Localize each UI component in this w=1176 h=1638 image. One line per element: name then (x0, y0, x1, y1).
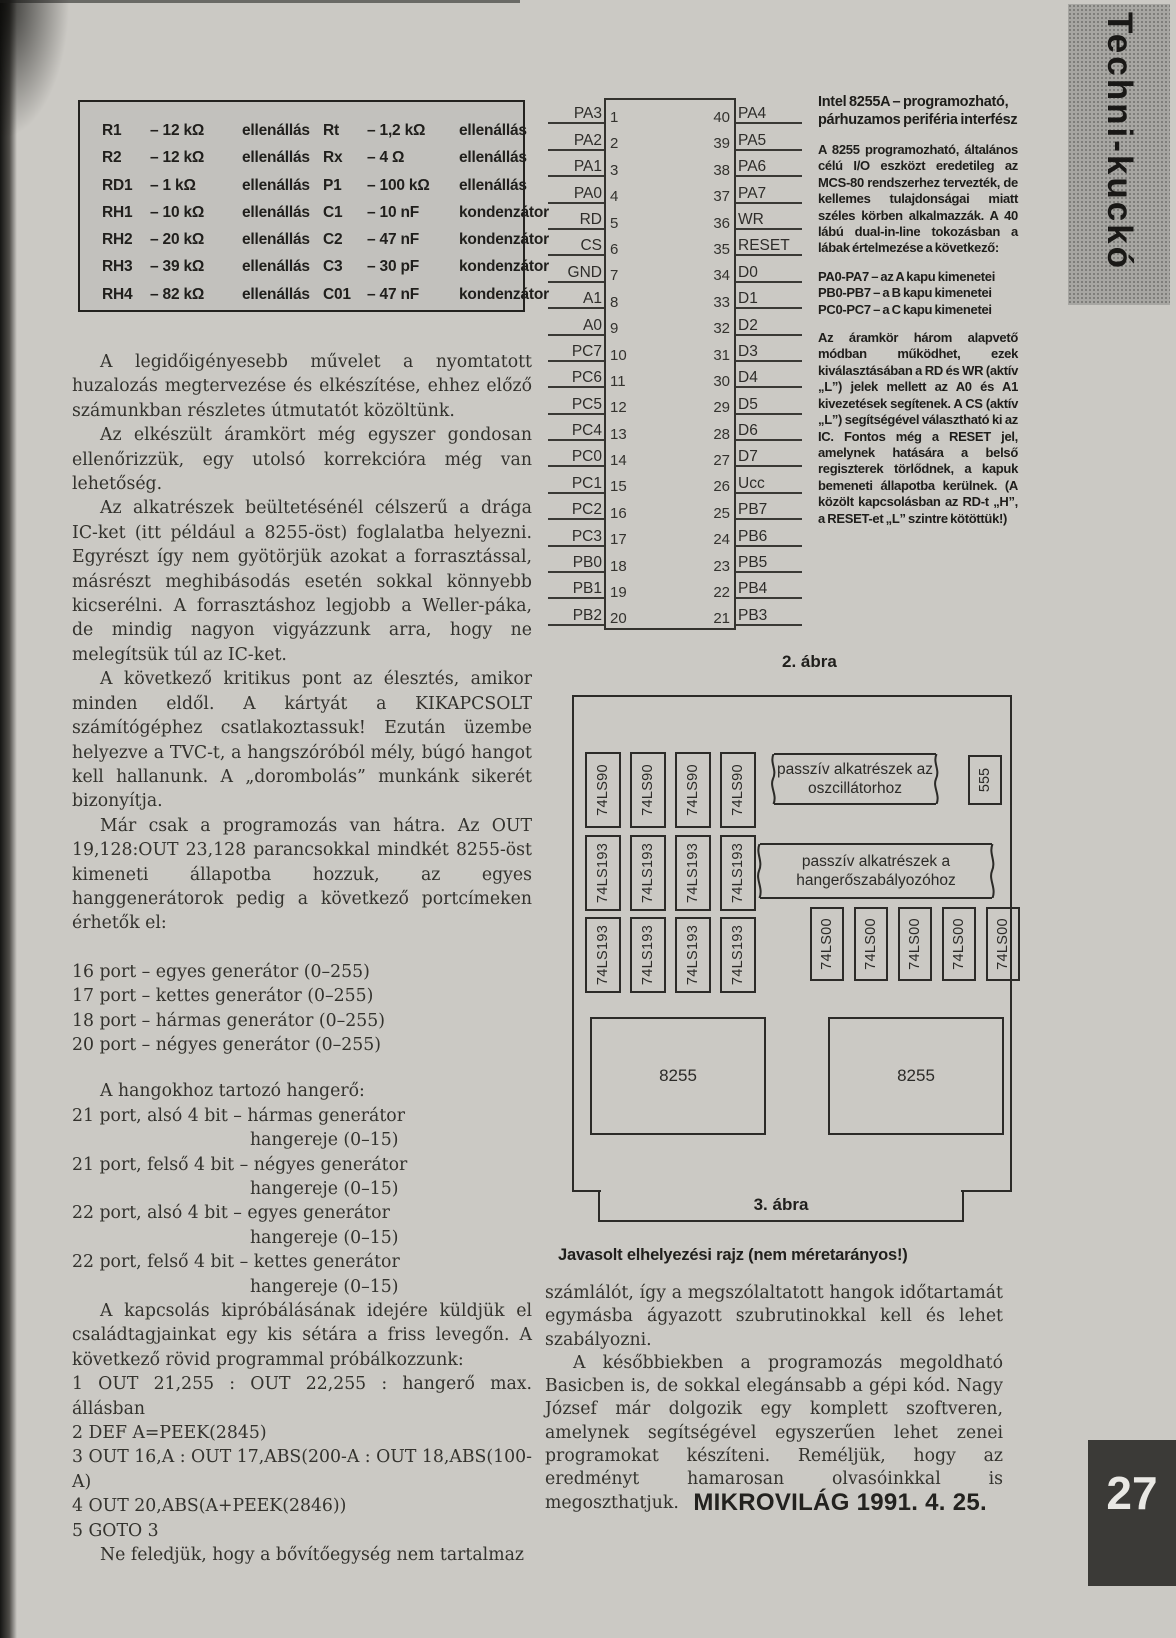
component-name: R1 (102, 122, 122, 139)
figure2-caption: 2. ábra (782, 652, 837, 671)
component-value: – 1,2 kΩ (367, 122, 426, 139)
pin-number: 20 (610, 610, 627, 628)
component-value: – 10 nF (367, 203, 420, 221)
component-kind: ellenállás (459, 122, 527, 139)
pin-number: 18 (610, 557, 627, 575)
pin-row (548, 204, 604, 230)
pin-row (736, 177, 802, 203)
article-left-column (72, 350, 532, 1568)
pin-number: 14 (610, 452, 627, 470)
pin-label: PC4 (548, 422, 604, 441)
pin-row (736, 573, 802, 599)
pin-number: 17 (610, 531, 627, 549)
basic-program-listing (72, 1372, 532, 1543)
pin-row (736, 599, 802, 625)
pin-number: 24 (713, 531, 730, 549)
chip-74ls193 (720, 835, 756, 911)
article-paragraph: Ne feledjük, hogy a bővítőegység nem tartalmaz (100, 1545, 524, 1566)
component-row (323, 253, 549, 280)
outro-column (545, 1282, 1003, 1515)
volume-item-line2: hangereje (0–15) (250, 1130, 399, 1151)
footer-credit: MIKROVILÁG 1991. 4. 25. (693, 1489, 987, 1516)
port-address-list (72, 960, 532, 1058)
pin-label: PC5 (548, 396, 604, 415)
pin-row (548, 520, 604, 546)
chip-555 (968, 755, 1002, 805)
article-paragraph: A kapcsolás kipróbálásának idejére küldjük el családtagjainkat egy kis sétára a friss levegőn. A következő rövid programmal próbálkozzunk: (72, 1301, 532, 1370)
pin-label: PC1 (548, 475, 604, 494)
port-address-line: 20 port – négyes generátor (0–255) (72, 1034, 381, 1055)
component-value: – 4 Ω (367, 149, 405, 167)
chip-74ls90 (630, 752, 666, 828)
chip-74ls00 (898, 907, 932, 981)
chip-74ls00 (942, 907, 976, 981)
article-paragraph: Az alkatrészek beültetésénél célszerű a drága IC-ket (itt például a 8255-öst) foglalatba helyezni. Egyrészt így nem gyötörjük azokat a forrasztással, másrészt meghibásodás esetén sokkal könnyebb kicserélni. A forrasztáshoz legjobb a Weller-páka, de mindig nagyon vigyázzunk arra, hogy ne melegítsük túl az IC-ket. (72, 498, 532, 665)
component-kind: ellenállás (242, 122, 310, 139)
pin-number: 8 (610, 293, 619, 311)
scan-corner-shadow (0, 0, 70, 140)
pin-number: 9 (610, 320, 619, 338)
pin-numbers-left (610, 109, 640, 637)
component-name: Rx (323, 149, 343, 167)
chip-74ls193 (630, 917, 666, 993)
pin-number: 19 (610, 584, 627, 602)
intel-port-line: PA0-PA7 – az A kapu kimenetei (818, 268, 996, 284)
pin-number: 29 (713, 399, 730, 417)
chip-label: 74LS90 (730, 764, 747, 816)
component-kind: ellenállás (242, 176, 310, 194)
volume-item-line1: 21 port, alsó 4 bit – hármas generátor (72, 1105, 405, 1126)
outro-paragraph: A későbbiekben a programozás megoldható Basicben is, de sokkal elegánsabb a gépi kód. Nagy József már dolgozik egy komplett szoftveren, amelynek segítségével egyszerűen lehet zenei programokat készíteni. Reméljük, hogy az eredményt hamarosan olvasóinkkal is megoszthatjuk. (545, 1352, 1003, 1513)
pin-label: D0 (736, 264, 802, 283)
pin-numbers-right (672, 109, 730, 637)
pin-number: 23 (713, 557, 730, 575)
pin-row (548, 441, 604, 467)
component-value: – 39 kΩ (150, 258, 205, 276)
component-row (323, 281, 549, 308)
component-value: – 47 nF (367, 285, 420, 303)
component-name: C3 (323, 258, 343, 276)
pin-number: 13 (610, 425, 627, 443)
port-address-line: 17 port – kettes generátor (0–255) (72, 986, 374, 1007)
chip-74ls193 (585, 835, 621, 911)
component-row (323, 117, 527, 144)
pin-number: 35 (713, 240, 730, 258)
chip-label: 8255 (897, 1066, 935, 1085)
chip-label: 74LS90 (685, 764, 702, 816)
pin-number: 34 (713, 267, 730, 285)
wavy-edge-icon (769, 754, 778, 804)
pin-number: 4 (610, 188, 619, 206)
pin-row (736, 520, 802, 546)
component-value: – 10 kΩ (150, 203, 205, 221)
pin-label: RESET (736, 237, 802, 256)
article-paragraph: Az elkészült áramkört még egyszer gondosan ellenőrizzük, egy utolsó korrekcióra még van lehetőség. (72, 425, 532, 495)
pin-row (548, 599, 604, 625)
pin-row (548, 494, 604, 520)
component-kind: kondenzátor (459, 203, 549, 221)
pin-row (736, 362, 802, 388)
pin-row (736, 415, 802, 441)
component-kind: ellenállás (242, 258, 310, 276)
component-row (102, 144, 319, 171)
pin-number: 21 (713, 610, 730, 628)
pin-number: 1 (610, 109, 619, 126)
component-kind: ellenállás (242, 149, 310, 167)
pin-label: D7 (736, 448, 802, 467)
chip-label: 74LS193 (730, 924, 747, 986)
program-line: 5 GOTO 3 (72, 1520, 159, 1541)
volume-list (72, 1104, 532, 1299)
pin-label: PB3 (736, 607, 802, 626)
component-row (102, 253, 319, 280)
pin-labels-left (548, 98, 604, 626)
pin-label: PB7 (736, 501, 802, 520)
pin-row (548, 547, 604, 573)
chip-74ls193 (630, 835, 666, 911)
pin-label: PA3 (548, 105, 604, 124)
outro-paragraph: számlálót, így a megszólaltatott hangok időtartamát egymásba ágyazott szubrutinokkal kell és lehet szabályozni. (545, 1283, 1003, 1350)
pin-label: PA2 (548, 132, 604, 151)
pin-number: 36 (713, 214, 730, 232)
pin-label: PB5 (736, 554, 802, 573)
pin-label: PB1 (548, 580, 604, 599)
volume-list-item (72, 1250, 532, 1299)
pin-label: PA6 (736, 158, 802, 177)
component-kind: ellenállás (242, 203, 310, 221)
intel-port-line: PB0-PB7 – a B kapu kimenetei (818, 285, 992, 301)
pin-number: 12 (610, 399, 627, 417)
note-text: passzív alkatrészek az oszcillátorhoz (777, 761, 933, 797)
chip-74ls193 (675, 835, 711, 911)
chip-label: 74LS00 (995, 918, 1012, 970)
pin-label: CS (548, 237, 604, 256)
pin-row (736, 309, 802, 335)
component-row (102, 172, 319, 199)
pin-label: A0 (548, 317, 604, 336)
volume-item-line2: hangereje (0–15) (250, 1179, 399, 1199)
pin-number: 27 (713, 452, 730, 470)
banner-label: Techni-kuckó (1100, 12, 1139, 272)
page-number-box (1088, 1440, 1176, 1586)
component-kind: kondenzátor (459, 231, 549, 249)
chip-label: 74LS90 (595, 764, 612, 816)
article-paragraph: A következő kritikus pont az élesztés, amikor minden eldől. A kártyát a KIKAPCSOLT számítógéphez csatlakoztassuk! Ezután üzembe helyezve a TVC-t, a hangszóróból mély, búgó hangot kell hallanunk. A „dorombolás” munkánk sikerét bizonyítja. (72, 669, 532, 812)
pin-label: PB6 (736, 528, 802, 547)
components-grid (102, 117, 549, 308)
chip-8255-left (590, 1017, 766, 1135)
pin-label: D2 (736, 317, 802, 336)
chip-label: 8255 (659, 1066, 697, 1085)
pin-label: PC2 (548, 501, 604, 520)
wavy-edge-icon (988, 844, 997, 898)
pin-label: D6 (736, 422, 802, 441)
component-name: RH3 (102, 258, 133, 276)
banner-techni-kucko (1068, 4, 1170, 305)
chip-row-74ls193-a (585, 835, 756, 911)
scan-edge-shadow (0, 0, 17, 1638)
pin-label: PC7 (548, 343, 604, 362)
chip-74ls90 (675, 752, 711, 828)
pin-number: 25 (713, 504, 730, 522)
component-name: P1 (323, 176, 342, 194)
pin-number: 39 (713, 135, 730, 153)
component-kind: kondenzátor (459, 258, 549, 276)
pin-row (736, 230, 802, 256)
chip-74ls90 (720, 752, 756, 828)
pin-row (548, 151, 604, 177)
pin-label: PC0 (548, 448, 604, 467)
chip-label: 74LS00 (863, 918, 880, 970)
pin-row (736, 547, 802, 573)
program-line: 3 OUT 16,A : OUT 17,ABS(200-A : OUT 18,ABS(100-A) (72, 1447, 532, 1492)
chip-74ls00 (986, 907, 1020, 981)
pin-number: 2 (610, 135, 619, 153)
pin-label: PA5 (736, 132, 802, 151)
pin-label: WR (736, 211, 802, 230)
board-bottom-segment-left (574, 1190, 601, 1192)
page-number: 27 (1106, 1467, 1158, 1519)
pin-row (736, 124, 802, 150)
pin-label: PC3 (548, 528, 604, 547)
pin-row (548, 256, 604, 282)
pin-row (548, 362, 604, 388)
port-address-line: 18 port – hármas generátor (0–255) (72, 1010, 385, 1031)
pin-label: D3 (736, 343, 802, 362)
pin-label: PB0 (548, 554, 604, 573)
pin-row (736, 204, 802, 230)
component-kind: ellenállás (242, 285, 310, 303)
chip-row-74ls00 (810, 907, 1020, 981)
component-value: – 82 kΩ (150, 285, 205, 303)
component-row (102, 117, 319, 144)
chip-label: 74LS193 (595, 842, 612, 904)
scan-top-line (0, 0, 520, 3)
pin-number: 22 (713, 584, 730, 602)
pin-number: 15 (610, 478, 627, 496)
chip-row-74ls193-b (585, 917, 756, 993)
volume-item-line1: 22 port, alsó 4 bit – egyes generátor (72, 1203, 390, 1224)
chip-label: 74LS00 (907, 918, 924, 970)
chip-label: 555 (976, 767, 993, 793)
pin-number: 37 (713, 188, 730, 206)
pin-number: 28 (713, 425, 730, 443)
pin-number: 33 (713, 293, 730, 311)
pin-number: 11 (610, 372, 626, 390)
volume-list-item (72, 1201, 532, 1250)
component-value: – 20 kΩ (150, 231, 205, 249)
volume-item-line2: hangereje (0–15) (250, 1276, 399, 1297)
pin-row (548, 124, 604, 150)
pin-label: PA0 (548, 185, 604, 204)
figure2-pinout-diagram (548, 88, 810, 648)
component-kind: ellenállás (459, 176, 527, 194)
component-row (323, 172, 527, 199)
pin-row (736, 283, 802, 309)
article-paragraph: A legidőigényesebb művelet a nyomtatott huzalozás megtervezése és elkészítése, ehhez előző számunkban részletes útmutatót közöltünk. (72, 352, 532, 421)
pin-number: 26 (713, 478, 730, 496)
component-name: RD1 (102, 176, 133, 194)
note-text: passzív alkatrészek a hangerőszabályozóhoz (796, 853, 956, 889)
pin-number: 7 (610, 267, 619, 285)
volume-list-intro: A hangokhoz tartozó hangerő: (100, 1081, 365, 1102)
pin-row (736, 441, 802, 467)
volume-list-item (72, 1104, 532, 1153)
component-value: – 12 kΩ (150, 122, 205, 139)
pin-row (736, 467, 802, 493)
component-row (102, 199, 319, 226)
figure3-board-outline (572, 695, 1012, 1192)
component-kind: kondenzátor (459, 285, 549, 303)
pin-number: 3 (610, 161, 619, 179)
component-value: – 30 pF (367, 258, 420, 276)
pin-number: 31 (713, 346, 730, 364)
pin-label: Ucc (736, 475, 802, 494)
component-value: – 1 kΩ (150, 176, 196, 194)
pin-labels-right (736, 98, 802, 626)
chip-label: 74LS00 (819, 918, 836, 970)
chip-label: 74LS193 (640, 842, 657, 904)
pin-row (548, 309, 604, 335)
intel-paragraph: Az áramkör három alapvető módban működhet, ezek kiválasztásában a RD és WR (aktív „L”) jelek mellett az A0 és A1 kivezetések segítenek. A CS (aktív „L”) segítségével választható ki az IC. Fontos még a RESET jel, amelynek hatására a belső regiszterek törlődnek, a kapuk bemeneti állapotba kerülnek. (A közölt kapcsolásban az RD-t „H”, a RESET-et „L” szintre kötöttük!) (818, 330, 1018, 526)
component-row (323, 144, 527, 171)
pin-number: 10 (610, 346, 627, 364)
pin-number: 5 (610, 214, 619, 232)
pin-number: 38 (713, 161, 730, 179)
chip-label: 74LS193 (640, 924, 657, 986)
pin-label: PA7 (736, 185, 802, 204)
pin-label: D5 (736, 396, 802, 415)
pin-label: D4 (736, 369, 802, 388)
intel-port-line: PC0-PC7 – a C kapu kimenetei (818, 301, 992, 317)
pin-row (736, 151, 802, 177)
pin-label: PB2 (548, 607, 604, 626)
component-value: – 100 kΩ (367, 176, 430, 194)
intel-port-list (818, 269, 1018, 318)
components-left-column (102, 117, 319, 308)
article-paragraph: Már csak a programozás van hátra. Az OUT 19,128:OUT 23,128 parancsokkal mindkét 8255-öst kimeneti állapotba hozzuk, az egyes hanggenerátorok pedig a következő portcímeken érhetők el: (72, 815, 532, 934)
program-line: 1 OUT 21,255 : OUT 22,255 : hangerő max. állásban (72, 1374, 532, 1419)
chip-label: 74LS193 (685, 842, 702, 904)
intel-paragraph: A 8255 programozható, általános célú I/O eszközt eredetileg az MCS-80 rendszerhez tervezték, de kellemes tulajdonságai miatt széles körben alkalmazzák. A 40 lábú dual-in-line tokozásban a lábak értelmezése a következő: (818, 142, 1018, 256)
chip-8255-right (828, 1017, 1004, 1135)
pin-number: 30 (713, 372, 730, 390)
pin-row (736, 388, 802, 414)
wavy-edge-icon (755, 844, 764, 898)
component-name: Rt (323, 122, 339, 139)
component-name: RH4 (102, 285, 133, 303)
chip-row-74ls90 (585, 752, 756, 828)
article-paragraphs (72, 350, 532, 936)
pin-row (548, 177, 604, 203)
note-oscillator-parts (774, 753, 936, 805)
pin-row (736, 336, 802, 362)
pin-row (736, 256, 802, 282)
pin-row (736, 98, 802, 124)
component-row (102, 281, 319, 308)
pin-row (548, 573, 604, 599)
pin-row (736, 494, 802, 520)
note-volume-control-parts (760, 843, 992, 899)
volume-list-item (72, 1153, 532, 1202)
port-address-line: 16 port – egyes generátor (0–255) (72, 961, 370, 982)
chip-74ls193 (585, 917, 621, 993)
pin-label: RD (548, 211, 604, 230)
board-bottom-segment-right (961, 1190, 1010, 1192)
component-name: RH1 (102, 203, 133, 221)
pin-row (548, 388, 604, 414)
figure3-subcaption: Javasolt elhelyezési rajz (nem méretarányos!) (558, 1246, 908, 1264)
pin-row (548, 336, 604, 362)
pin-number: 40 (713, 109, 730, 126)
chip-label: 74LS193 (595, 924, 612, 986)
component-row (323, 226, 549, 253)
component-name: C2 (323, 231, 343, 249)
component-row (102, 226, 319, 253)
pin-row (548, 230, 604, 256)
pin-label: D1 (736, 290, 802, 309)
pin-row (548, 467, 604, 493)
pin-label: PA1 (548, 158, 604, 177)
component-name: C1 (323, 203, 343, 221)
component-value: – 12 kΩ (150, 149, 205, 167)
pin-row (548, 283, 604, 309)
chip-label: 74LS00 (951, 918, 968, 970)
chip-74ls90 (585, 752, 621, 828)
pin-label: PB4 (736, 580, 802, 599)
volume-item-line2: hangereje (0–15) (250, 1227, 399, 1248)
intel-title: Intel 8255A – programozható, párhuzamos periféria interfész (818, 94, 1018, 128)
pin-number: 16 (610, 504, 627, 522)
component-value: – 47 nF (367, 231, 420, 249)
figure3-caption: 3. ábra (753, 1195, 809, 1214)
component-kind: ellenállás (242, 231, 310, 249)
pin-label: GND (548, 264, 604, 283)
pin-label: PC6 (548, 369, 604, 388)
intel-8255-column (818, 94, 1018, 539)
component-name: R2 (102, 149, 122, 167)
pin-number: 32 (713, 320, 730, 338)
chip-label: 74LS193 (685, 924, 702, 986)
figure3-caption-tab (598, 1190, 964, 1222)
volume-item-line1: 21 port, felső 4 bit – négyes generátor (72, 1154, 408, 1175)
pin-number: 6 (610, 240, 619, 258)
volume-item-line1: 22 port, felső 4 bit – kettes generátor (72, 1252, 400, 1273)
chip-74ls193 (675, 917, 711, 993)
pin-row (548, 98, 604, 124)
pin-row (548, 415, 604, 441)
component-kind: ellenállás (459, 149, 527, 167)
pin-label: A1 (548, 290, 604, 309)
chip-74ls00 (810, 907, 844, 981)
program-line: 4 OUT 20,ABS(A+PEEK(2846)) (72, 1496, 347, 1517)
wavy-edge-icon (932, 754, 941, 804)
program-line: 2 DEF A=PEEK(2845) (72, 1423, 267, 1444)
chip-label: 74LS193 (730, 842, 747, 904)
component-name: RH2 (102, 231, 133, 249)
chip-74ls193 (720, 917, 756, 993)
pin-label: PA4 (736, 105, 802, 124)
chip-label: 74LS90 (640, 764, 657, 816)
components-table (78, 100, 549, 312)
component-name: C01 (323, 285, 351, 303)
components-right-column (323, 117, 549, 308)
chip-74ls00 (854, 907, 888, 981)
component-row (323, 199, 549, 226)
